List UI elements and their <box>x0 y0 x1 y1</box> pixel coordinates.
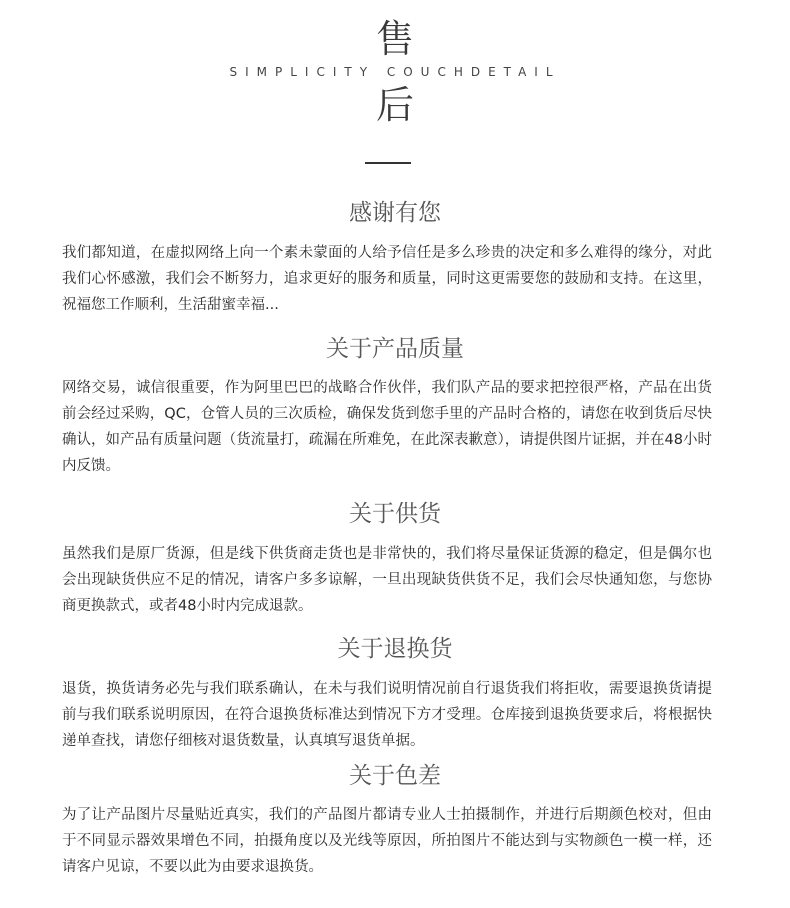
title-char-bottom: 后 <box>375 83 414 127</box>
section-body-thanks: 我们都知道，在虚拟网络上向一个素未蒙面的人给予信任是多么珍贵的决定和多么难得的缘分，对此我们心怀感激，我们会不断努力，追求更好的服务和质量，同时这更需要您的鼓励和支持。在这里，祝福您工作顺利，生活甜蜜幸福... <box>62 245 712 313</box>
brand-subtitle: SIMPLICITY COUCHDETAIL <box>229 65 561 79</box>
title-char-top: 售 <box>375 17 414 61</box>
section-title-color: 关于色差 <box>349 763 441 789</box>
section-body-color: 为了让产品图片尽量贴近真实，我们的产品图片都请专业人士拍摄制作，并进行后期颜色校对，但由于不同显示器效果增色不同，拍摄角度以及光线等原因，所拍图片不能达到与实物颜色一模一样，还请客户见谅，不要以此为由要求退换货。 <box>62 807 712 875</box>
section-title-supply: 关于供货 <box>349 501 441 527</box>
header-divider <box>365 162 411 164</box>
section-body-quality: 网络交易，诚信很重要，作为阿里巴巴的战略合作伙伴，我们队产品的要求把控很严格，产品在出货前会经过采购，QC，仓管人员的三次质检，确保发货到您手里的产品时合格的，请您在收到货后尽快确认，如产品有质量问题（货流量打，疏漏在所难免，在此深表歉意），请提供图片证据，并在48小时内反馈。 <box>62 380 712 474</box>
page-header <box>0 0 790 170</box>
section-title-returns: 关于退换货 <box>337 636 453 662</box>
section-title-quality: 关于产品质量 <box>326 336 464 362</box>
section-body-supply: 虽然我们是原厂货源，但是线下供货商走货也是非常快的，我们将尽量保证货源的稳定，但是偶尔也会出现缺货供应不足的情况，请客户多多谅解，一旦出现缺货供货不足，我们会尽快通知您，与您协商更换款式，或者48小时内完成退款。 <box>62 546 712 614</box>
section-body-returns: 退货，换货请务必先与我们联系确认，在未与我们说明情况前自行退货我们将拒收，需要退换货请提前与我们联系说明原因，在符合退换货标准达到情况下方才受理。仓库接到退换货要求后，将根据快递单查找，请您仔细核对退货数量，认真填写退货单据。 <box>62 681 712 749</box>
section-title-thanks: 感谢有您 <box>349 200 441 226</box>
